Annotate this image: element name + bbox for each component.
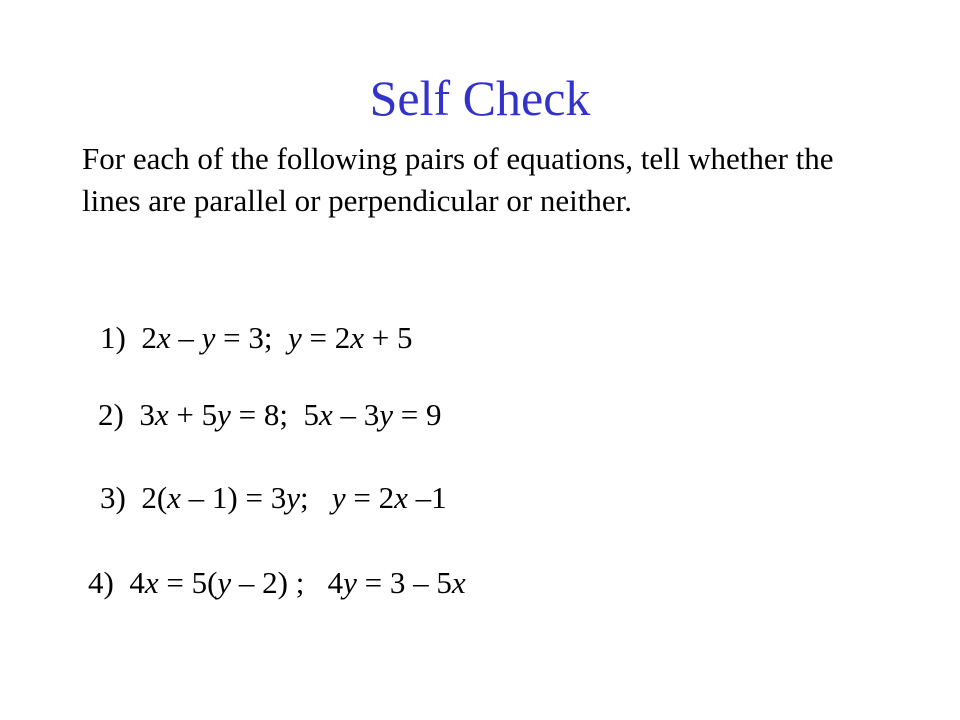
math-variable: y (343, 565, 357, 600)
problem-number: 4) (88, 565, 114, 600)
math-variable: y (217, 397, 231, 432)
math-text: = 9 (392, 397, 442, 432)
problem-equations (122, 565, 466, 600)
math-variable: y (331, 480, 346, 515)
math-text: 2 (141, 320, 157, 355)
math-text: + 5 (168, 397, 218, 432)
math-variable: x (167, 480, 181, 515)
math-text: 4 (129, 565, 145, 600)
problem-number: 3) (100, 480, 126, 515)
math-text: 3 (139, 397, 155, 432)
problem-1 (100, 318, 412, 358)
math-text: – 2) ; 4 (231, 565, 344, 600)
math-variable: y (379, 397, 393, 432)
math-variable: x (394, 480, 408, 515)
math-variable: x (318, 397, 333, 432)
problem-number: 2) (98, 397, 124, 432)
problem-3 (100, 478, 447, 518)
problem-4 (88, 563, 466, 603)
math-variable: x (350, 320, 364, 355)
problem-equations (134, 480, 447, 515)
math-text: = 3 – 5 (356, 565, 452, 600)
problem-equations (134, 320, 413, 355)
math-variable: x (154, 397, 169, 432)
math-variable: y (286, 480, 300, 515)
math-variable: y (287, 320, 302, 355)
math-variable: x (156, 320, 171, 355)
math-text: – 1) = 3 (180, 480, 287, 515)
instructions-text: For each of the following pairs of equations, tell whether the lines are parallel or perpendicular or neither. (82, 141, 834, 218)
problem-equations (132, 397, 442, 432)
math-text: = 2 (301, 320, 351, 355)
math-text: ; (300, 480, 332, 515)
problem-2 (98, 395, 441, 435)
math-text: = 5( (158, 565, 218, 600)
slide-title: Self Check (369, 70, 591, 126)
math-text: = 3; (215, 320, 288, 355)
math-text: 2( (141, 480, 168, 515)
math-text: –1 (407, 480, 447, 515)
math-variable: y (201, 320, 216, 355)
math-variable: y (217, 565, 232, 600)
math-text: = 8; 5 (230, 397, 319, 432)
math-text: + 5 (363, 320, 413, 355)
math-variable: x (451, 565, 466, 600)
math-variable: x (144, 565, 159, 600)
math-text: – 3 (332, 397, 380, 432)
math-text: – (170, 320, 202, 355)
problem-number: 1) (100, 320, 126, 355)
math-text: = 2 (345, 480, 395, 515)
